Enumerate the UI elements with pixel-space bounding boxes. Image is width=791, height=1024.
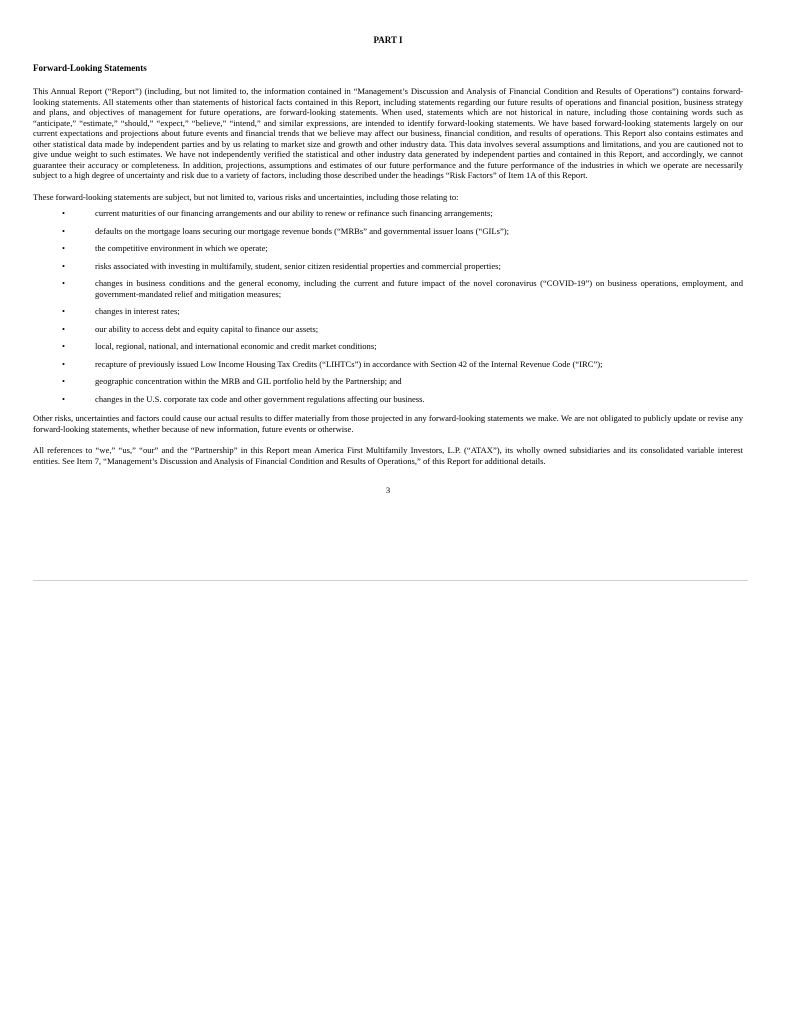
references-paragraph: All references to “we,” “us,” “our” and the “Partnership” in this Report mean America First Multifamily Investors, L.P. (“ATAX”), its wholly owned subsidiaries and its consolidated variable interest entities. See Item 7, “Management’s Discussion and Analysis of Financial Condition and Results of Operations,” of this Report for additional details. [33, 445, 743, 466]
risk-item-text: local, regional, national, and international economic and credit market conditions; [95, 341, 377, 351]
risk-item-text: geographic concentration within the MRB and GIL portfolio held by the Partnership; and [95, 376, 402, 386]
document-page [33, 34, 743, 496]
section-heading: Forward-Looking Statements [33, 63, 147, 73]
risk-list-item [33, 394, 743, 405]
other-risks-paragraph: Other risks, uncertainties and factors could cause our actual results to differ materially from those projected in any forward-looking statements we make. We are not obligated to publicly update or revise any forward-looking statements, whether because of new information, future events or otherwise. [33, 413, 743, 434]
risk-item-text: current maturities of our financing arrangements and our ability to renew or refinance such financing arrangements; [95, 208, 493, 218]
bullet-icon: • [62, 376, 66, 386]
risk-list-item [33, 376, 743, 387]
risk-list-item [33, 261, 743, 272]
risk-list-item [33, 341, 743, 352]
part-title: PART I [373, 35, 403, 45]
risk-item-text: our ability to access debt and equity capital to finance our assets; [95, 323, 319, 334]
risk-item-text: risks associated with investing in multifamily, student, senior citizen residential properties and commercial properties; [95, 260, 501, 271]
risk-item-text: changes in the U.S. corporate tax code and other government regulations affecting our business. [95, 393, 425, 404]
page-divider [33, 580, 748, 581]
risk-list-item [33, 306, 743, 317]
bullet-icon: • [62, 278, 66, 288]
risk-item-text: defaults on the mortgage loans securing our mortgage revenue bonds (“MRBs” and governmental issuer loans (“GILs”); [95, 225, 510, 236]
risk-item-text: the competitive environment in which we operate; [95, 243, 268, 253]
risk-list-item [33, 324, 743, 335]
bullet-icon: • [62, 306, 66, 316]
bullet-icon: • [62, 341, 66, 351]
bullet-icon: • [62, 323, 66, 334]
risk-list [33, 208, 743, 404]
risk-list-item [33, 226, 743, 237]
risk-list-item [33, 243, 743, 254]
bullet-icon: • [62, 208, 66, 218]
risk-item-text: changes in business conditions and the general economy, including the current and future impact of the novel coronavirus (“COVID-19”) on business operations, employment, and government-mandated relief and mitigation measures; [95, 278, 743, 299]
risk-item-text: changes in interest rates; [95, 306, 180, 316]
risk-list-item [33, 278, 743, 299]
bullet-icon: • [62, 393, 66, 404]
bullet-icon: • [62, 243, 66, 253]
forward-looking-paragraph: This Annual Report (“Report”) (including, but not limited to, the information contained in “Management’s Discussion and Analysis of Financial Condition and Results of Operations”) contains forward-looking statements. All statements other than statements of historical facts contained in this Report, including statements regarding our future results of operations and financial position, business strategy and plans, and objectives of management for future operations, are forward-looking statements. When used, statements which are not historical in nature, including those containing words such as “anticipate,” “estimate,” “should,” “expect,” “believe,” “intend,” and similar expressions, are intended to identify forward-looking statements. We have based forward-looking statements largely on our current expectations and projections about future events and financial trends that we believe may affect our business, financial condition, and results of operations. This Report also contains estimates and other statistical data made by independent parties and by us relating to market size and growth and other industry data. This data involves several assumptions and limitations, and you are cautioned not to give undue weight to such estimates. We have not independently verified the statistical and other industry data generated by independent parties and contained in this Report, and accordingly, we cannot guarantee their accuracy or completeness. In addition, projections, assumptions and estimates of our future performance and the future performance of the industries in which we operate are necessarily subject to a high degree of uncertainty and risk due to a variety of factors, including those described under the headings “Risk Factors” of Item 1A of this Report. [33, 86, 743, 180]
bullet-icon: • [62, 260, 66, 271]
page-number: 3 [385, 485, 391, 495]
risk-list-item [33, 359, 743, 370]
bullet-icon: • [62, 225, 66, 236]
risk-item-text: recapture of previously issued Low Income Housing Tax Credits (“LIHTCs”) in accordance with Section 42 of the Internal Revenue Code (“IRC”); [95, 358, 603, 369]
bullet-icon: • [62, 358, 66, 369]
risk-list-item [33, 208, 743, 219]
risks-intro-paragraph: These forward-looking statements are subject, but not limited to, various risks and uncertainties, including those relating to: [33, 191, 459, 202]
